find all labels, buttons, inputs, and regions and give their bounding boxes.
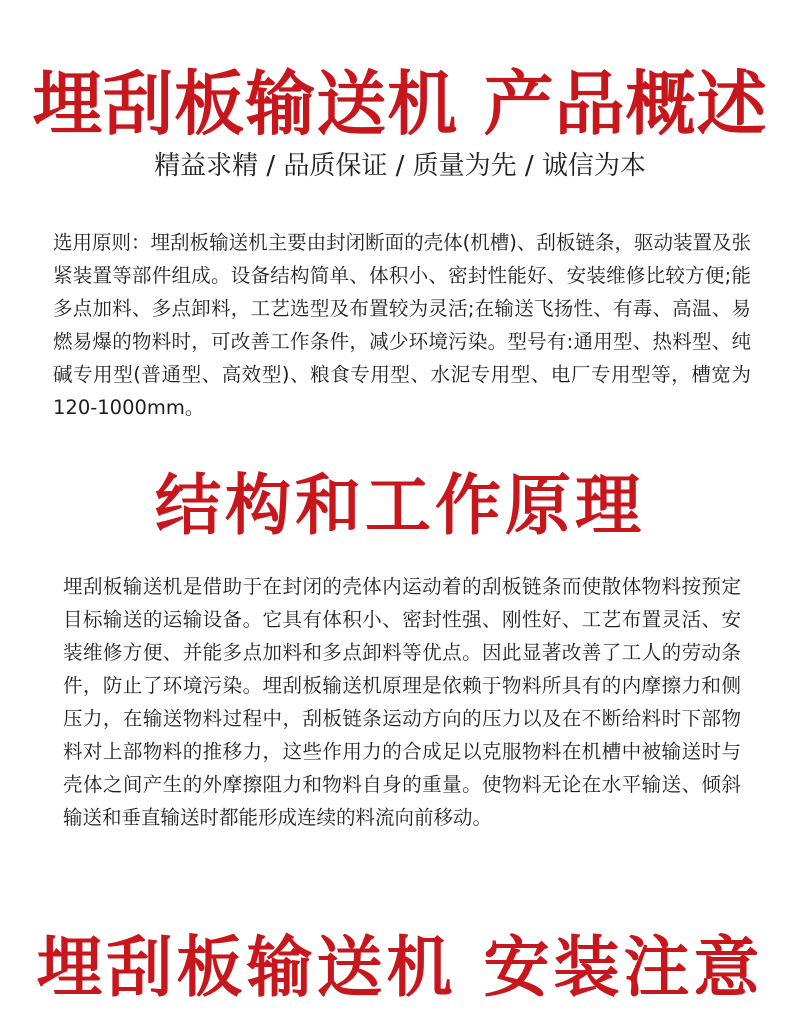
selection-principle-paragraph: 选用原则：埋刮板输送机主要由封闭断面的壳体(机槽)、刮板链条，驱动装置及张紧装置等部件组成。设备结构简单、体积小、密封性能好、安装维修比较方便;能多点加料、多点卸料，工艺选型及布置较为灵活;在输送飞扬性、有毒、高温、易燃易爆的物料时，可改善工作条件，减少环境污染。型号有:通用型、热料型、纯碱专用型(普通型、高效型)、粮食专用型、水泥专用型、电厂专用型等，槽宽为120-1000mm。 [53, 231, 751, 419]
product-slogan: 精益求精 / 品质保证 / 质量为先 / 诚信为本 [154, 151, 646, 181]
next-section-title: 埋刮板输送机 安装注意 [36, 929, 764, 1006]
structure-principle-paragraph: 埋刮板输送机是借助于在封闭的壳体内运动着的刮板链条而使散体物料按预定目标输送的运输设备。它具有体积小、密封性强、刚性好、工艺布置灵活、安装维修方便、并能多点加料和多点卸料等优点。因此显著改善了工人的劳动条件，防止了环境污染。埋刮板输送机原理是依赖于物料所具有的内摩擦力和侧压力，在输送物料过程中，刮板链条运动方向的压力以及在不断给料时下部物料对上部物料的推移力，这些作用力的合成足以克服物料在机槽中被输送时与壳体之间产生的外摩擦阻力和物料自身的重量。使物料无论在水平输送、倾斜输送和垂直输送时都能形成连续的料流向前移动。 [63, 575, 741, 829]
product-overview-title: 埋刮板输送机 产品概述 [32, 63, 768, 145]
structure-principle-title: 结构和工作原理 [155, 467, 645, 544]
